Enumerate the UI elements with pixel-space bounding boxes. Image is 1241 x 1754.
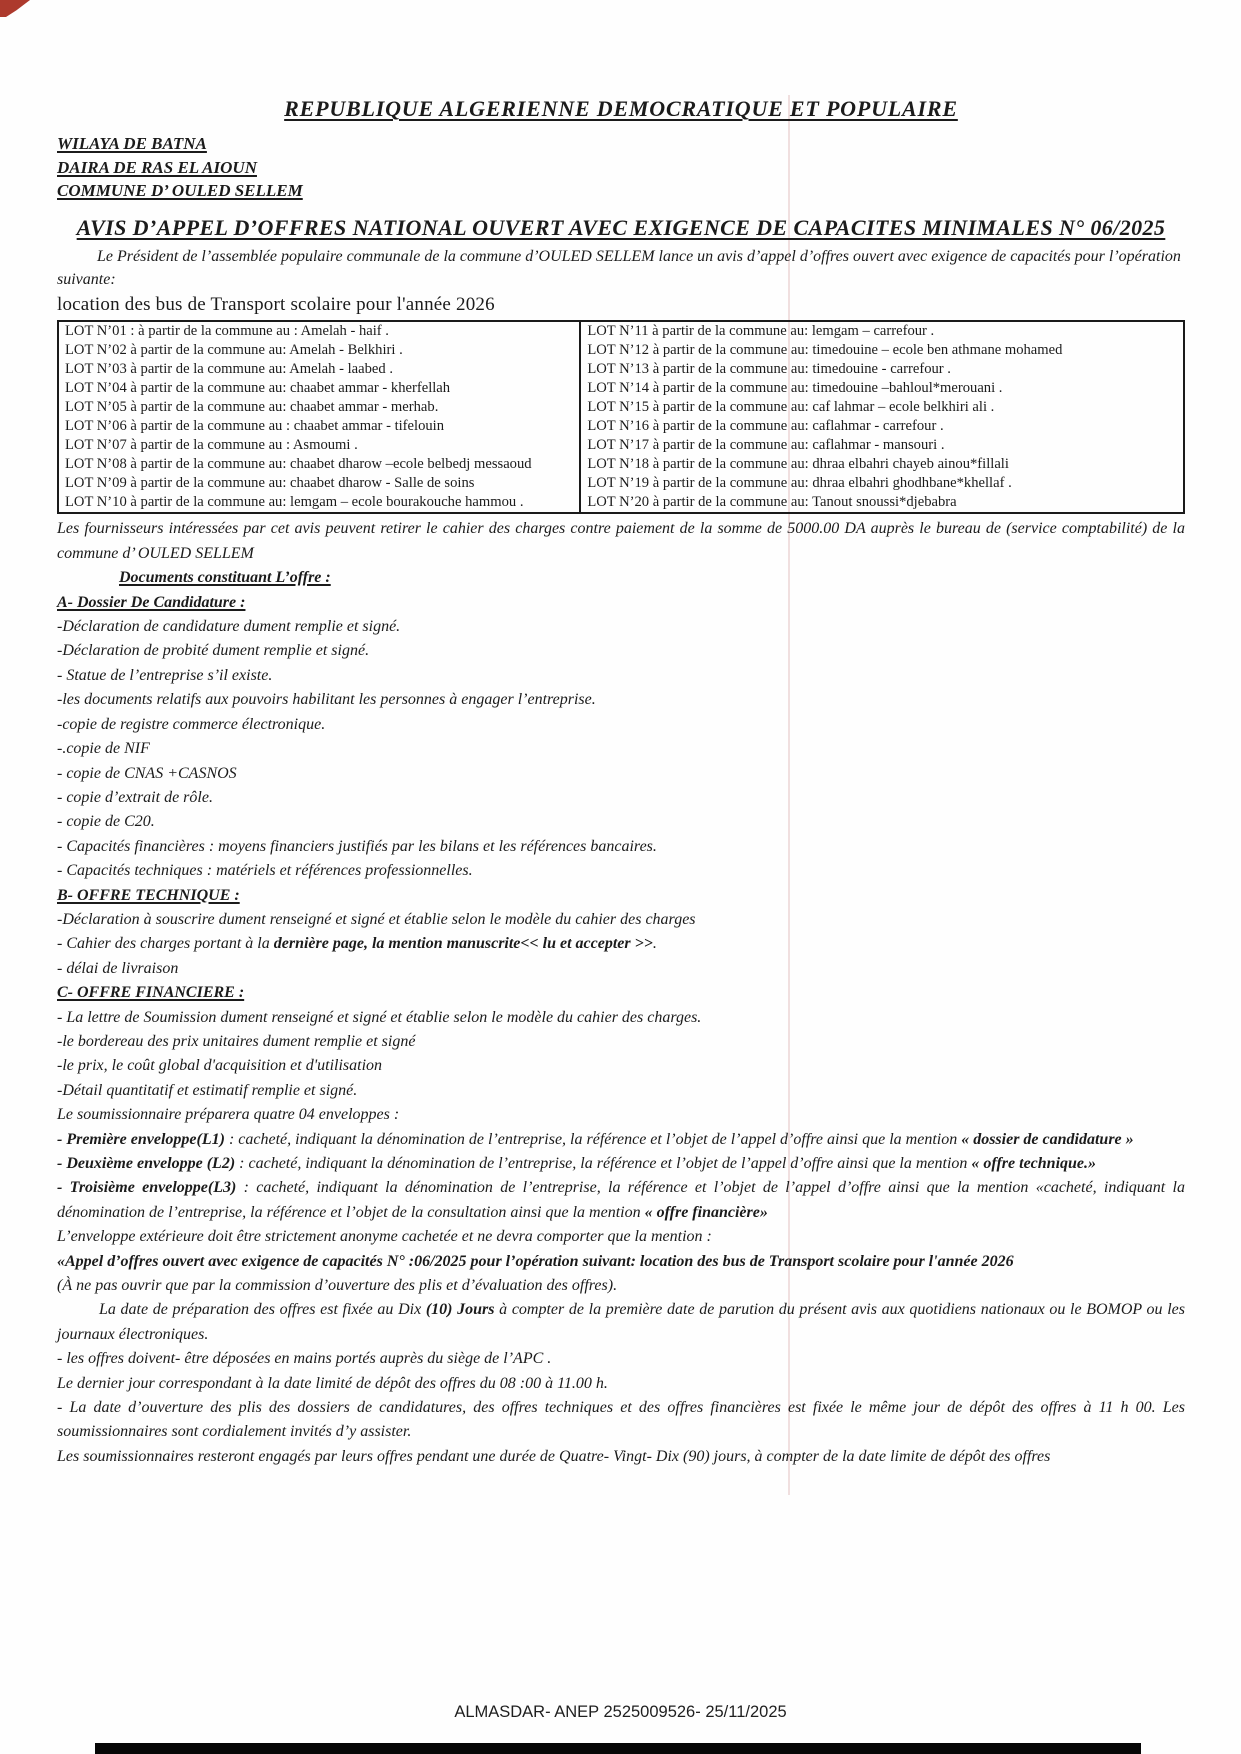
lot-row — [58, 379, 1184, 398]
lot-cell-left: LOT N’04 à partir de la commune au: chaabet ammar - kherfellah — [58, 379, 580, 398]
body-block: (À ne pas ouvrir que par la commission d’ouverture des plis et d’évaluation des offres). — [57, 1277, 618, 1295]
body-block: -Déclaration à souscrire dument renseigné et signé et établie selon le modèle du cahier des charges — [57, 910, 696, 928]
body-block: - les offres doivent- être déposées en mains portés auprès du siège de l’APC . — [57, 1350, 552, 1368]
lot-cell-right: LOT N’20 à partir de la commune au: Tanout snoussi*djebabra — [587, 494, 957, 511]
lots-table — [57, 320, 1185, 515]
body-block: - La lettre de Soumission dument renseigné et signé et établie selon le modèle du cahier des charges. — [57, 1008, 702, 1026]
lot-cell-left: LOT N’09 à partir de la commune au: chaabet dharow - Salle de soins — [58, 474, 580, 493]
lot-row — [58, 341, 1184, 360]
body-block: -le bordereau des prix unitaires dument remplie et signé — [57, 1032, 416, 1050]
offre-technique-heading: B- OFFRE TECHNIQUE : — [57, 886, 240, 904]
lot-cell-left: LOT N’05 à partir de la commune au: chaabet ammar - merhab. — [58, 398, 580, 417]
lot-cell-left: LOT N’02 à partir de la commune au: Amelah - Belkhiri . — [58, 341, 580, 360]
body-block: -Déclaration de probité dument remplie et signé. — [57, 642, 370, 660]
body-block: La date de préparation des offres est fixée au Dix (10) Jours à compter de la première date de parution du présent avis aux quotidiens nationaux ou le BOMOP ou les journaux électroniques. — [57, 1301, 1185, 1343]
lot-cell-right: LOT N’11 à partir de la commune au: lemgam – carrefour . — [587, 322, 935, 339]
lot-row — [58, 455, 1184, 474]
publication-footer: ALMASDAR- ANEP 2525009526- 25/11/2025 — [454, 1703, 787, 1721]
body-block: - copie de CNAS +CASNOS — [57, 764, 237, 782]
body-block: Les fournisseurs intéressées par cet avis peuvent retirer le cahier des charges contre paiement de la somme de 5000.00 DA auprès le bureau de (service comptabilité) de la commune d’ OULED SELLEM — [57, 520, 1185, 562]
lot-cell-left: LOT N’06 à partir de la commune au : chaabet ammar - tifelouin — [58, 417, 580, 436]
issuer-line: COMMUNE D’ OULED SELLEM — [57, 181, 303, 200]
lot-row — [58, 417, 1184, 436]
scan-bottom-bar-artifact — [95, 1743, 1141, 1754]
body-block: «Appel d’offres ouvert avec exigence de capacités N° :06/2025 pour l’opération suivant: location des bus de Transport scolaire pour l'année 2026 — [57, 1252, 1014, 1270]
body-block: Les soumissionnaires resteront engagés par leurs offres pendant une durée de Quatre- Vingt- Dix (90) jours, à compter de la date limite de dépôt des offres — [57, 1447, 1051, 1465]
lot-cell-left: LOT N’03 à partir de la commune au: Amelah - laabed . — [58, 360, 580, 379]
body-block: - Statue de l’entreprise s’il existe. — [57, 666, 273, 684]
body-block: - copie de C20. — [57, 813, 155, 831]
lot-cell-right: LOT N’16 à partir de la commune au: caflahmar - carrefour . — [587, 417, 944, 434]
notice-intro: Le Président de l’assemblée populaire communale de la commune d’OULED SELLEM lance un avis d’appel d’offres ouvert avec exigence de capacités pour l’opération suivante: — [57, 247, 1181, 288]
lot-cell-right: LOT N’15 à partir de la commune au: caf lahmar – ecole belkhiri ali . — [587, 398, 995, 415]
lot-cell-right: LOT N’14 à partir de la commune au: timedouine –bahloul*merouani . — [587, 379, 1003, 396]
body-block: - délai de livraison — [57, 959, 179, 977]
issuer-block — [57, 132, 1185, 203]
lot-row — [58, 398, 1184, 417]
body-block: - La date d’ouverture des plis des dossiers de candidatures, des offres techniques et des offres financières est fixée le même jour de dépôt des offres à 11 h 00. Les soumissionnaires sont cordialement invités d’y assister. — [57, 1399, 1185, 1441]
dossier-candidature-heading: A- Dossier De Candidature : — [57, 593, 246, 611]
operation-title: location des bus de Transport scolaire pour l'année 2026 — [57, 293, 495, 315]
document-content — [57, 96, 1185, 1469]
notice-title: AVIS D’APPEL D’OFFRES NATIONAL OUVERT AVEC EXIGENCE DE CAPACITES MINIMALES N° 06/2025 — [76, 214, 1166, 240]
lot-cell-right: LOT N’17 à partir de la commune au: caflahmar - mansouri . — [587, 437, 945, 454]
issuer-line: WILAYA DE BATNA — [57, 134, 207, 153]
lot-cell-left: LOT N’07 à partir de la commune au : Asmoumi . — [58, 436, 580, 455]
lot-cell-left: LOT N’01 : à partir de la commune au : Amelah - haif . — [58, 321, 580, 341]
lot-cell-right: LOT N’12 à partir de la commune au: timedouine – ecole ben athmane mohamed — [587, 341, 1063, 358]
body-block: L’enveloppe extérieure doit être strictement anonyme cachetée et ne devra comporter que la mention : — [57, 1228, 712, 1246]
body-block: -copie de registre commerce électronique. — [57, 715, 326, 733]
lot-cell-right: LOT N’19 à partir de la commune au: dhraa elbahri ghodhbane*khellaf . — [587, 475, 1012, 492]
body-block: -Détail quantitatif et estimatif remplie et signé. — [57, 1081, 358, 1099]
republic-title: REPUBLIQUE ALGERIENNE DEMOCRATIQUE ET POPULAIRE — [284, 96, 958, 121]
body-block: - Deuxième enveloppe (L2) : cacheté, indiquant la dénomination de l’entreprise, la référence et l’objet de l’appel d’offre ainsi que la mention « offre technique.» — [57, 1155, 1097, 1172]
lot-cell-right: LOT N’13 à partir de la commune au: timedouine - carrefour . — [587, 360, 951, 377]
scan-red-corner-artifact — [0, 0, 30, 17]
body-block: - Capacités techniques : matériels et références professionnelles. — [57, 862, 473, 880]
lot-row — [58, 321, 1184, 341]
body-block: - Troisième enveloppe(L3) : cacheté, indiquant la dénomination de l’entreprise, la référence et l’objet de l’appel d’offre ainsi que la mention «cacheté, indiquant la dénomination de l’entreprise, la référence et l’objet de la consultation ainsi que la mention « offre financière» — [57, 1179, 1185, 1221]
body-block: -Déclaration de candidature dument remplie et signé. — [57, 618, 401, 636]
body-block: - Première enveloppe(L1) : cacheté, indiquant la dénomination de l’entreprise, la référence et l’objet de l’appel d’offre ainsi que la mention « dossier de candidature » — [57, 1130, 1134, 1148]
lot-row — [58, 493, 1184, 513]
body-block: -le prix, le coût global d'acquisition et d'utilisation — [57, 1057, 383, 1075]
body-block: - copie d’extrait de rôle. — [57, 788, 213, 806]
lot-cell-right: LOT N’18 à partir de la commune au: dhraa elbahri chayeb ainou*fillali — [587, 456, 1009, 473]
issuer-line: DAIRA DE RAS EL AIOUN — [57, 157, 257, 177]
notice-body — [57, 517, 1185, 1469]
body-block: -les documents relatifs aux pouvoirs habilitant les personnes à engager l’entreprise. — [57, 691, 596, 709]
lot-cell-left: LOT N’10 à partir de la commune au: lemgam – ecole bourakouche hammou . — [58, 493, 580, 513]
body-block: Le soumissionnaire préparera quatre 04 enveloppes : — [57, 1106, 400, 1124]
lot-row — [58, 474, 1184, 493]
body-block: - Cahier des charges portant à la dernière page, la mention manuscrite<< lu et accepter >>. — [57, 935, 657, 953]
documents-heading: Documents constituant L’offre : — [119, 569, 331, 587]
offre-financiere-heading: C- OFFRE FINANCIERE : — [57, 984, 245, 1002]
lot-cell-left: LOT N’08 à partir de la commune au: chaabet dharow –ecole belbedj messaoud — [58, 455, 580, 474]
body-block: -.copie de NIF — [57, 740, 150, 758]
lot-row — [58, 360, 1184, 379]
body-block: Le dernier jour correspondant à la date limité de dépôt des offres du 08 :00 à 11.00 h. — [57, 1374, 608, 1392]
lot-row — [58, 436, 1184, 455]
body-block: - Capacités financières : moyens financiers justifiés par les bilans et les références bancaires. — [57, 837, 657, 855]
